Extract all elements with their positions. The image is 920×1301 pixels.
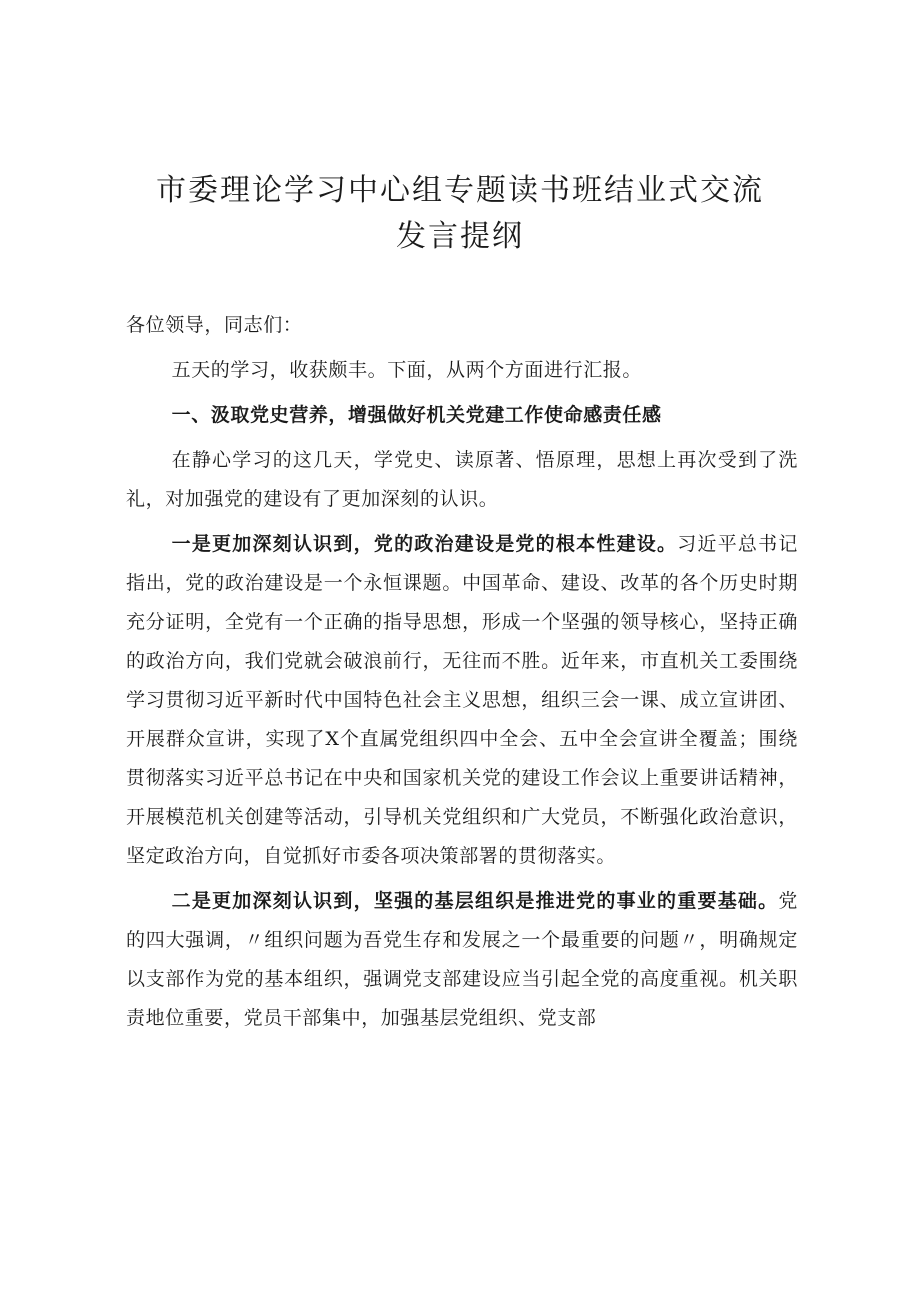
point-1-lead: 一是更加深刻认识到，党的政治建设是党的根本性建设。 [171,533,678,555]
section-1-paragraph: 在静心学习的这几天，学党史、读原著、悟原理，思想上再次受到了洗礼，对加强党的建设有了更加深刻的认识。 [126,449,798,510]
point-2-text: 党的四大强调，〃组织问题为吾党生存和发展之一个最重要的问题〃，明确规定以支部作为党的基本组织，强调党支部建设应当引起全党的高度重视。机关职责地位重要，党员干部集中，加强基层党组织、党支部 [126,890,798,1029]
intro-paragraph: 五天的学习，收获颇丰。下面，从两个方面进行汇报。 [171,359,642,381]
title-line-1: 市委理论学习中心组专题读书班结业式交流 [156,173,764,208]
point-2-paragraph [126,882,798,1038]
point-1-paragraph [126,525,798,876]
salutation: 各位领导，同志们： [126,314,303,336]
section-1-heading: 一、汲取党史营养，增强做好机关党建工作使命感责任感 [171,404,662,426]
point-2-lead: 二是更加深刻认识到，坚强的基层组织是推进党的事业的重要基础。 [171,890,779,912]
title-line-2: 发言提纲 [396,219,524,254]
point-1-text: 习近平总书记指出，党的政治建设是一个永恒课题。中国革命、建设、改革的各个历史时期充分证明，全党有一个正确的指导思想，形成一个坚强的领导核心，坚持正确的政治方向，我们党就会破浪前行，无往而不胜。近年来，市直机关工委围绕学习贯彻习近平新时代中国特色社会主义思想，组织三会一课、成立宣讲团、开展群众宣讲，实现了X个直属党组织四中全会、五中全会宣讲全覆盖；围绕贯彻落实习近平总书记在中央和国家机关党的建设工作会议上重要讲话精神，开展模范机关创建等活动，引导机关党组织和广大党员，不断强化政治意识，坚定政治方向，自觉抓好市委各项决策部署的贯彻落实。 [126,533,798,867]
document-body [126,306,798,1044]
document-title [100,168,820,260]
